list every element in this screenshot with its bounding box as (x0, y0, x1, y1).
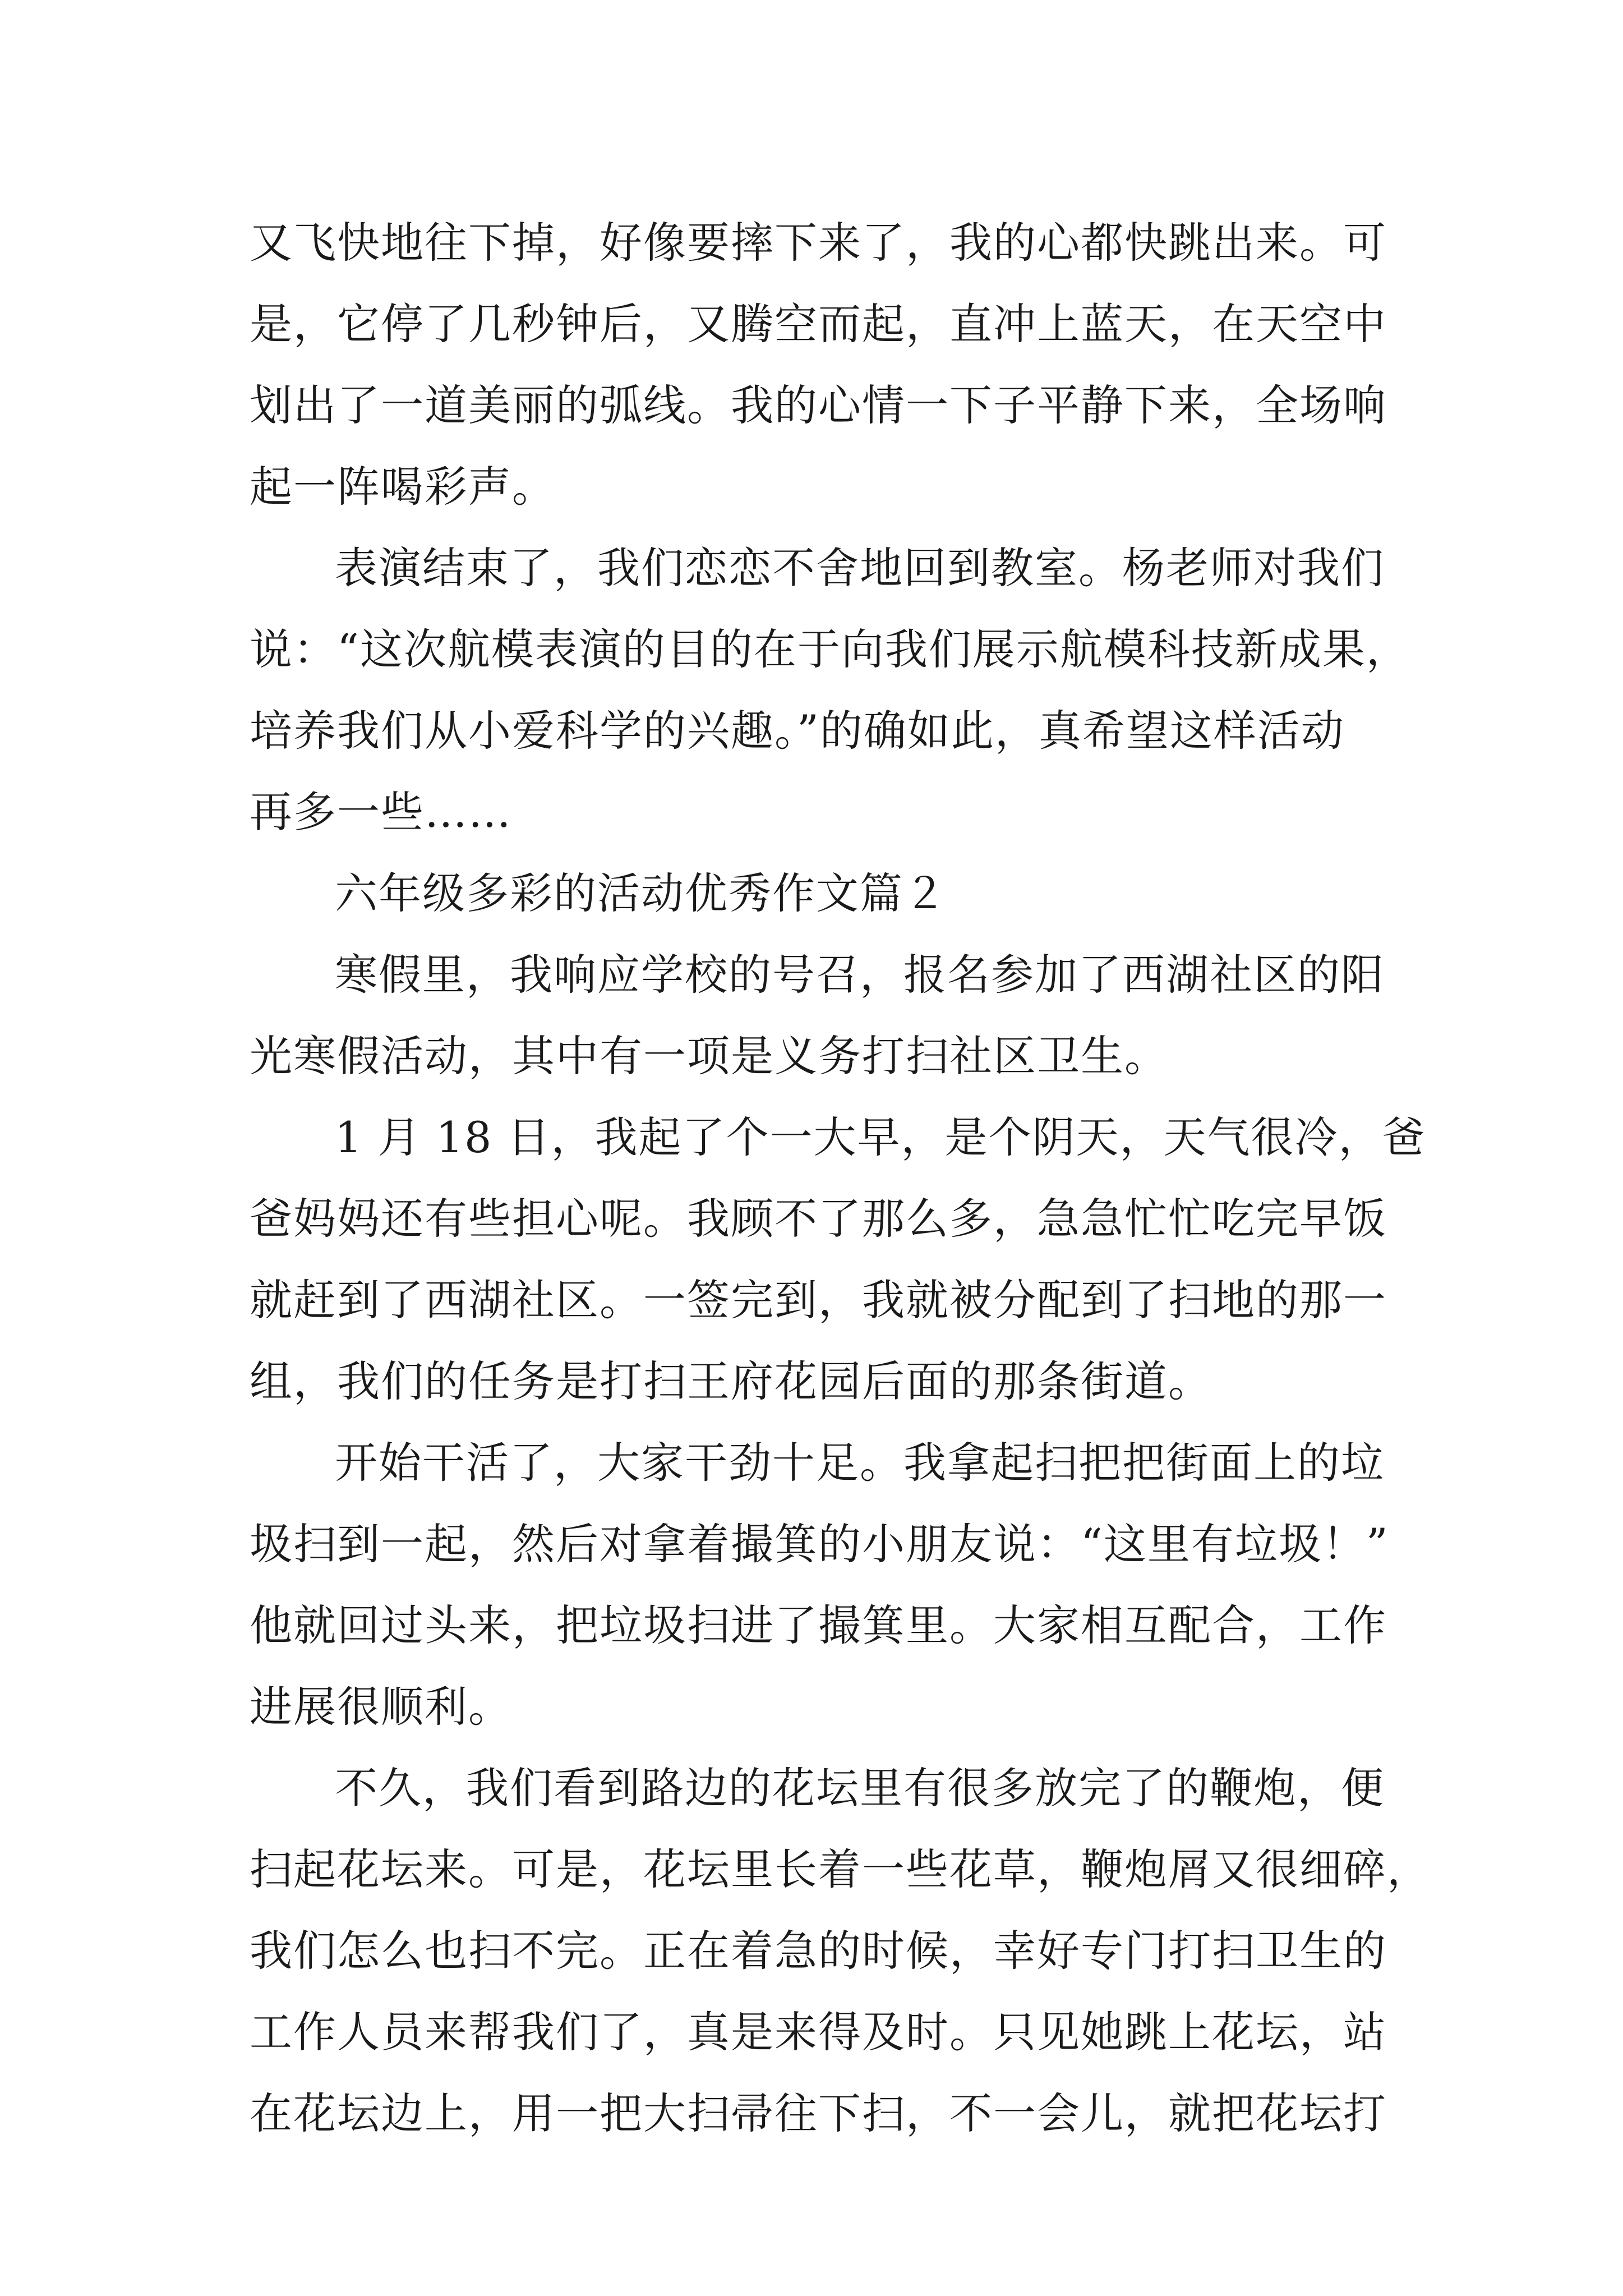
paragraph (250, 934, 1388, 1097)
text-line: 培养我们从小爱科学的兴趣。”的确如此，真希望这样活动 (250, 706, 1345, 756)
text-line: 工作人员来帮我们了，真是来得及时。只见她跳上花坛，站 (250, 2007, 1387, 2057)
text-line: 再多一些…… (250, 787, 512, 837)
text-line: 爸妈妈还有些担心呢。我顾不了那么多，急急忙忙吃完早饭 (250, 1194, 1387, 1244)
paragraph (250, 1097, 1426, 1422)
text-line: 开始干活了，大家干劲十足。我拿起扫把把街面上的垃 (335, 1438, 1385, 1488)
article-body (250, 202, 1431, 2154)
text-line: 他就回过头来，把垃圾扫进了撮箕里。大家相互配合，工作 (250, 1600, 1387, 1650)
section-heading (250, 853, 1388, 934)
text-line: 1 月 18 日，我起了个一大早，是个阴天，天气很冷，爸 (335, 1112, 1426, 1162)
text-line: 我们怎么也扫不完。正在着急的时候，幸好专门打扫卫生的 (250, 1926, 1387, 1976)
text-line: 在花坛边上，用一把大扫帚往下扫，不一会儿，就把花坛打 (250, 2088, 1387, 2138)
text-line: 又飞快地往下掉，好像要摔下来了，我的心都快跳出来。可 (250, 218, 1387, 268)
heading-line: 六年级多彩的活动优秀作文篇２ (335, 868, 947, 918)
paragraph (250, 1747, 1431, 2154)
text-line: 表演结束了，我们恋恋不舍地回到教室。杨老师对我们 (335, 543, 1385, 593)
paragraph (250, 202, 1388, 527)
text-line: 说：“这次航模表演的目的在于向我们展示航模科技新成果， (250, 624, 1410, 674)
text-line: 光寒假活动，其中有一项是义务打扫社区卫生。 (250, 1031, 1168, 1081)
paragraph (250, 1422, 1388, 1747)
text-line: 就赶到了西湖社区。一签完到，我就被分配到了扫地的那一 (250, 1275, 1387, 1325)
text-line: 划出了一道美丽的弧线。我的心情一下子平静下来，全场响 (250, 380, 1387, 430)
text-line: 进展很顺利。 (250, 1682, 512, 1732)
text-line: 不久，我们看到路边的花坛里有很多放完了的鞭炮，便 (335, 1763, 1385, 1813)
text-line: 是，它停了几秒钟后，又腾空而起，直冲上蓝天，在天空中 (250, 299, 1387, 349)
text-line: 扫起花坛来。可是，花坛里长着一些花草，鞭炮屑又很细碎， (250, 1844, 1431, 1894)
text-line: 寒假里，我响应学校的号召，报名参加了西湖社区的阳 (335, 950, 1385, 1000)
text-line: 圾扫到一起，然后对拿着撮箕的小朋友说：“这里有垃圾！” (250, 1519, 1389, 1569)
text-line: 组，我们的任务是打扫王府花园后面的那条街道。 (250, 1356, 1212, 1406)
text-line: 起一阵喝彩声。 (250, 462, 556, 512)
paragraph (250, 527, 1410, 853)
